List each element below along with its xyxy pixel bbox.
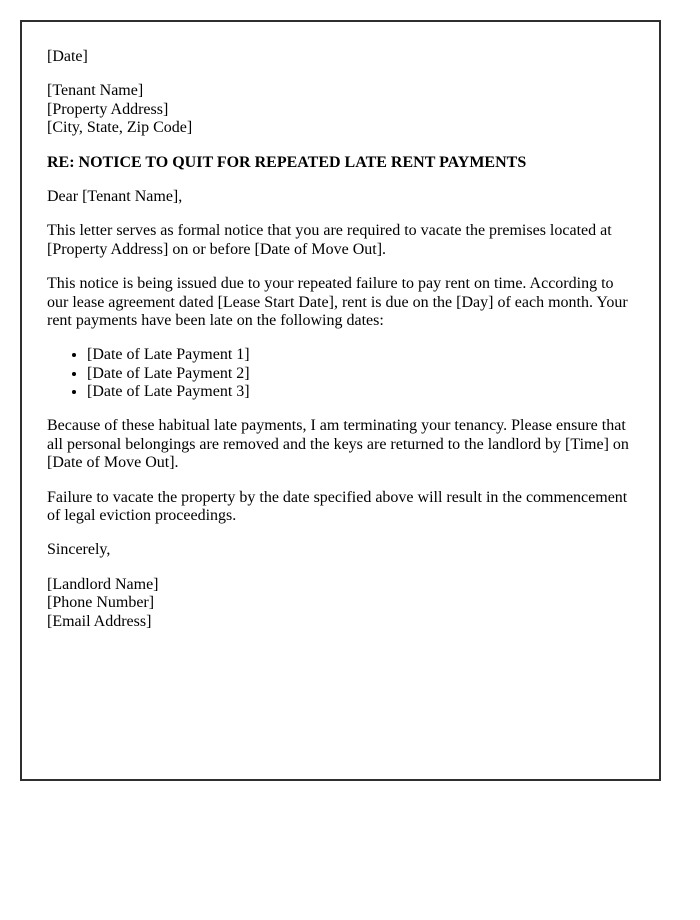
closing: Sincerely,	[47, 541, 111, 559]
paragraph-eviction-warning: Failure to vacate the property by the date specified above will result in the commencement of legal eviction proceedings.	[47, 488, 628, 525]
paragraph-late-rent-reason: This notice is being issued due to your repeated failure to pay rent on time. According to our lease agreement dated [Lease Start Date], rent is due on the [Day] of each month. Your rent payments have been late on the following dates:	[47, 275, 628, 329]
paragraph-vacate-notice: This letter serves as formal notice that you are required to vacate the premises located at [Property Address] on or before [Date of Move Out].	[47, 222, 612, 258]
letter-page	[20, 20, 661, 781]
late-payment-list	[47, 346, 634, 401]
signature-landlord-name: [Landlord Name]	[47, 575, 159, 593]
paragraph-termination: Because of these habitual late payments, I am terminating your tenancy. Please ensure that all personal belongings are removed and the keys are returned to the landlord by [Time] on [Date of Move Out].	[47, 417, 629, 472]
recipient-name: [Tenant Name]	[47, 82, 144, 100]
recipient-address: [Property Address]	[47, 100, 169, 118]
recipient-city-state-zip: [City, State, Zip Code]	[47, 119, 193, 137]
late-payment-item: • [Date of Late Payment 2]	[87, 365, 634, 383]
signature-block	[47, 576, 634, 631]
signature-phone-number: [Phone Number]	[47, 594, 155, 612]
signature-email-address: [Email Address]	[47, 612, 152, 630]
subject-line: RE: NOTICE TO QUIT FOR REPEATED LATE RENT PAYMENTS	[47, 153, 527, 171]
salutation: Dear [Tenant Name],	[47, 187, 183, 205]
date-line: [Date]	[47, 48, 88, 65]
late-payment-item: • [Date of Late Payment 3]	[87, 383, 634, 401]
recipient-block	[47, 82, 634, 137]
late-payment-item: • [Date of Late Payment 1]	[87, 346, 634, 364]
